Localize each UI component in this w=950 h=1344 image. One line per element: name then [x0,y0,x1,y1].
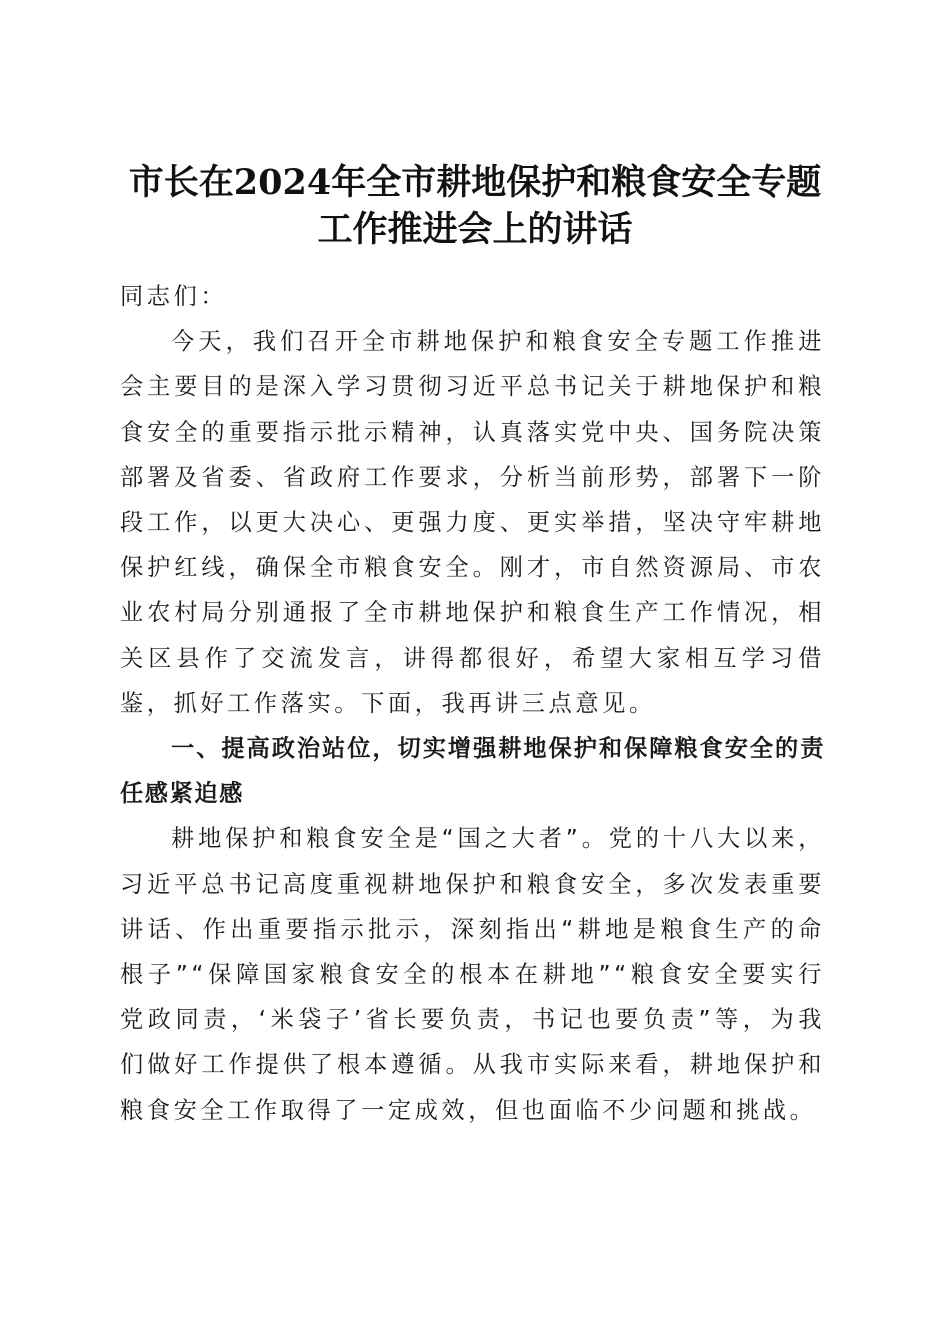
document-title [100,159,850,253]
section-heading-1: 一、提高政治站位，切实增强耕地保护和保障粮食安全的责任感紧迫感 [120,735,825,808]
title-line-2: 工作推进会上的讲话 [317,209,633,251]
salutation: 同志们： [120,283,228,310]
paragraph-opening: 今天，我们召开全市耕地保护和粮食安全专题工作推进会主要目的是深入学习贯彻习近平总书记关于耕地保护和粮食安全的重要指示批示精神，认真落实党中央、国务院决策部署及省委、省政府工作要求，分析当前形势，部署下一阶段工作，以更大决心、更强力度、更实举措，坚决守牢耕地保护红线，确保全市粮食安全。刚才，市自然资源局、市农业农村局分别通报了全市耕地保护和粮食生产工作情况，相关区县作了交流发言，讲得都很好，希望大家相互学习借鉴，抓好工作落实。下面，我再讲三点意见。 [120,328,825,717]
title-line-1: 市长在2024年全市耕地保护和粮食安全专题 [128,162,822,204]
document-body [120,274,825,1133]
paragraph-section-1: 耕地保护和粮食安全是“国之大者”。党的十八大以来，习近平总书记高度重视耕地保护和粮食安全，多次发表重要讲话、作出重要指示批示，深刻指出“耕地是粮食生产的命根子”“保障国家粮食安全的根本在耕地”“粮食安全要实行党政同责，‘米袋子’省长要负责，书记也要负责”等，为我们做好工作提供了根本遵循。从我市实际来看，耕地保护和粮食安全工作取得了一定成效，但也面临不少问题和挑战。 [120,825,825,1124]
